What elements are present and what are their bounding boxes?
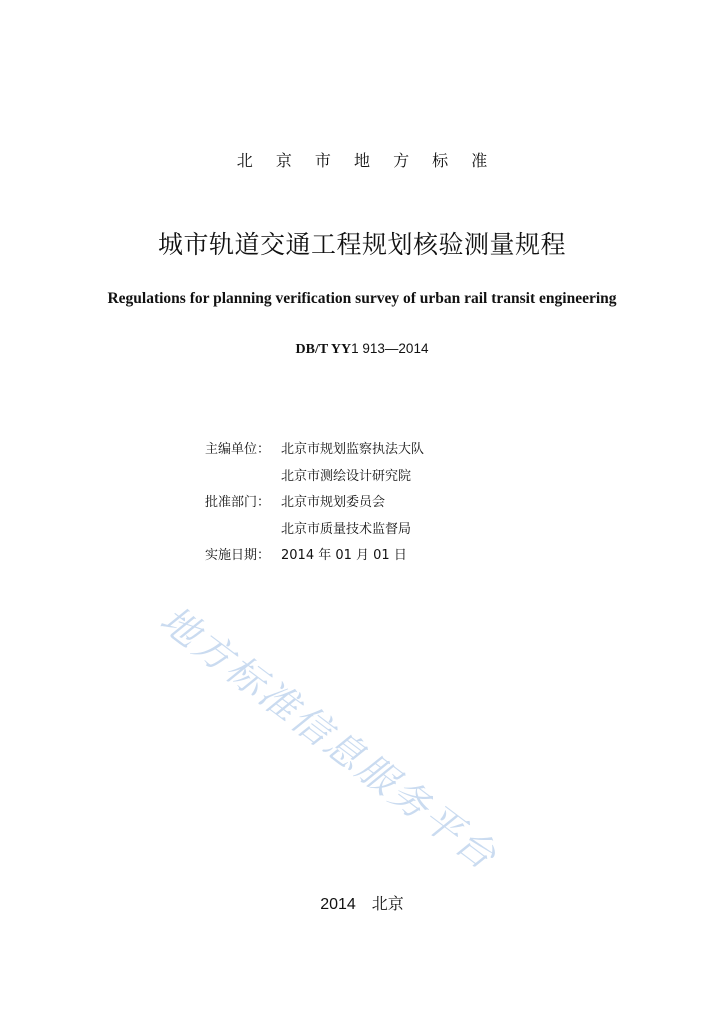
watermark: 地方标准信息服务平台 [152, 597, 507, 880]
document-title-en: Regulations for planning verification survey of urban rail transit engineering [107, 290, 617, 307]
approver-value-2: 北京市质量技术监督局 [281, 521, 412, 537]
implementation-date: 2014 年 01 月 01 日 [281, 548, 407, 563]
editor-label: 主编单位： [205, 442, 271, 457]
approver-value-1: 北京市规划委员会 [281, 495, 386, 510]
editor-row [205, 441, 424, 468]
editor-value-1: 北京市规划监察执法大队 [281, 442, 425, 457]
approver-label: 批准部门： [205, 495, 271, 510]
date-label: 实施日期： [205, 548, 271, 563]
document-title-zh: 城市轨道交通工程规划核验测量规程 [157, 230, 566, 259]
standard-number [0, 341, 724, 358]
standard-prefix: DB/T YY [295, 342, 352, 357]
publication-place: 北京 [371, 894, 404, 913]
approver-row-2 [205, 521, 424, 548]
editor-row-2 [205, 468, 424, 495]
standard-category: 北 京 市 地 方 标 准 [236, 151, 497, 170]
approver-row [205, 494, 424, 521]
date-row [205, 547, 424, 574]
publication-footer [0, 891, 724, 914]
standard-code: 1 913—2014 [351, 341, 429, 356]
editor-value-2: 北京市测绘设计研究院 [281, 468, 412, 484]
publication-year: 2014 [320, 896, 356, 913]
publication-info [205, 441, 424, 574]
